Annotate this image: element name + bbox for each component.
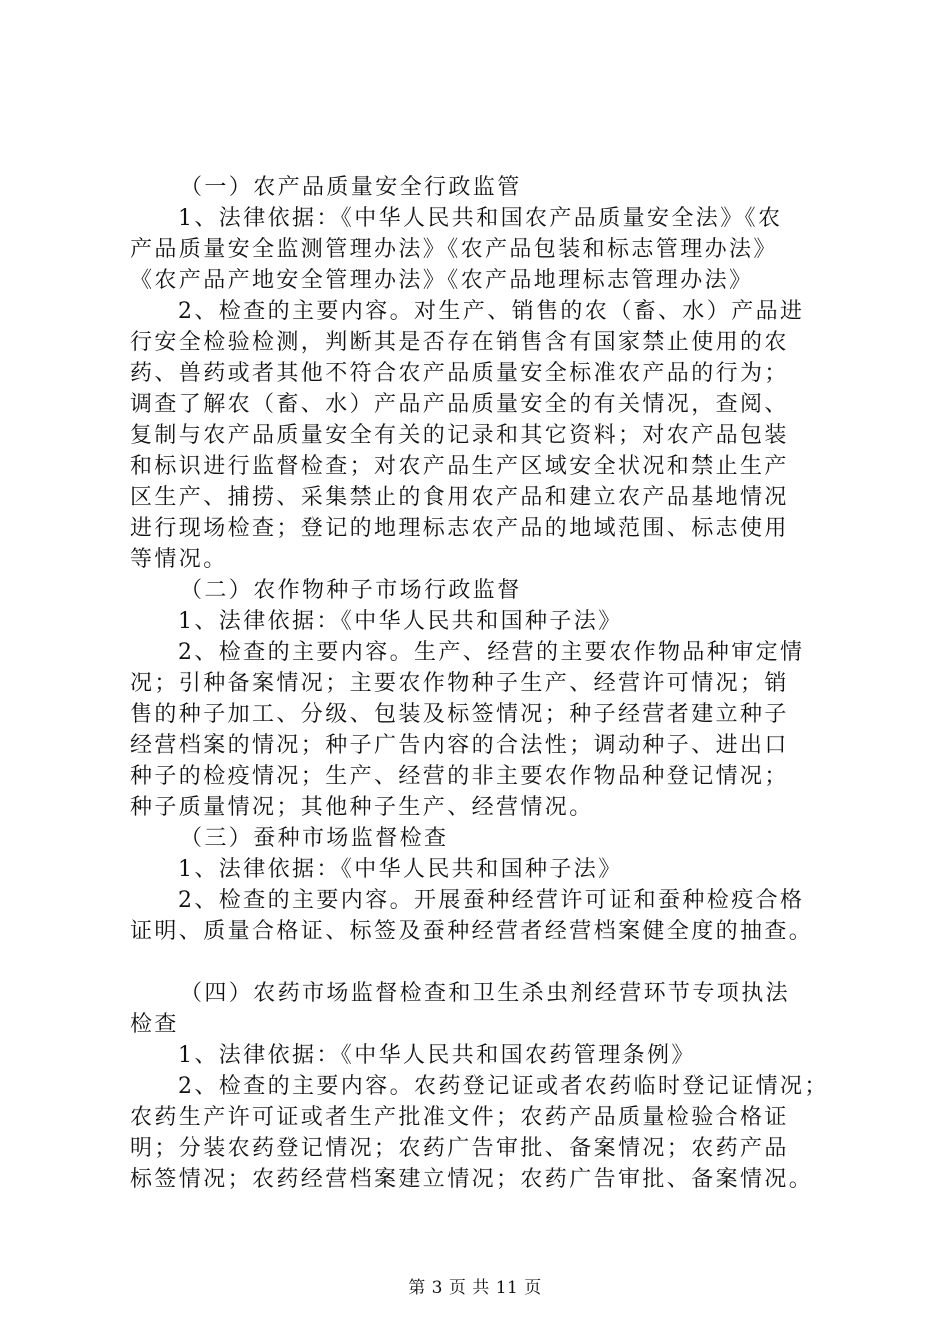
section1-content-line-1: 2、检查的主要内容。对生产、销售的农（畜、水）产品进 [178, 299, 805, 324]
section1-content-line-3: 药、兽药或者其他不符合农产品质量安全标准农产品的行为； [130, 361, 789, 386]
section4-content-line-1: 2、检查的主要内容。农药登记证或者农药临时登记证情况； [178, 1074, 829, 1099]
section2-basis-line-1: 1、法律依据：《中华人民共和国种子法》 [178, 609, 623, 634]
page-number-footer: 第 3 页 共 11 页 [408, 1278, 542, 1298]
section3-content-line-1: 2、检查的主要内容。开展蚕种经营许可证和蚕种检疫合格 [178, 888, 805, 913]
section1-content-line-9: 等情况。 [130, 547, 228, 572]
section-heading-4-continued: 检查 [130, 1012, 179, 1037]
section4-content-line-4: 标签情况；农药经营档案建立情况；农药广告审批、备案情况。 [130, 1167, 814, 1192]
section1-basis-line-3: 《农产品产地安全管理办法》《农产品地理标志管理办法》 [130, 268, 754, 293]
section2-content-line-2: 况；引种备案情况；主要农作物种子生产、经营许可情况；销 [130, 671, 789, 696]
section1-basis-line-1: 1、法律依据：《中华人民共和国农产品质量安全法》《农 [178, 206, 783, 231]
section1-content-line-4: 调查了解农（畜、水）产品产品质量安全的有关情况，查阅、 [130, 392, 789, 417]
section3-basis-line-1: 1、法律依据：《中华人民共和国种子法》 [178, 857, 623, 882]
document-body [130, 172, 850, 1195]
section1-content-line-7: 区生产、捕捞、采集禁止的食用农产品和建立农产品基地情况 [130, 485, 789, 510]
section2-content-line-1: 2、检查的主要内容。生产、经营的主要农作物品种审定情 [178, 640, 805, 665]
section2-content-line-3: 售的种子加工、分级、包装及标签情况；种子经营者建立种子 [130, 702, 789, 727]
section3-content-line-2: 证明、质量合格证、标签及蚕种经营者经营档案健全度的抽查。 [130, 919, 814, 944]
section1-content-line-5: 复制与农产品质量安全有关的记录和其它资料；对农产品包装 [130, 423, 789, 448]
section4-basis-line-1: 1、法律依据：《中华人民共和国农药管理条例》 [178, 1043, 696, 1068]
section-heading-3: （三）蚕种市场监督检查 [180, 826, 449, 851]
section2-content-line-5: 种子的检疫情况；生产、经营的非主要农作物品种登记情况； [130, 764, 789, 789]
section1-content-line-2: 行安全检验检测，判断其是否存在销售含有国家禁止使用的农 [130, 330, 789, 355]
section1-basis-line-2: 产品质量安全监测管理办法》《农产品包装和标志管理办法》 [130, 237, 778, 262]
section1-content-line-8: 进行现场检查；登记的地理标志农产品的地域范围、标志使用 [130, 516, 789, 541]
section2-content-line-4: 经营档案的情况；种子广告内容的合法性；调动种子、进出口 [130, 733, 789, 758]
section2-content-line-6: 种子质量情况；其他种子生产、经营情况。 [130, 795, 594, 820]
section-heading-4: （四）农药市场监督检查和卫生杀虫剂经营环节专项执法 [180, 981, 791, 1006]
section-heading-1: （一）农产品质量安全行政监管 [180, 175, 522, 200]
section4-content-line-2: 农药生产许可证或者生产批准文件；农药产品质量检验合格证 [130, 1105, 789, 1130]
section1-content-line-6: 和标识进行监督检查；对农产品生产区域安全状况和禁止生产 [130, 454, 789, 479]
paragraph-spacer [130, 947, 850, 978]
section4-content-line-3: 明；分装农药登记情况；农药广告审批、备案情况；农药产品 [130, 1136, 789, 1161]
section-heading-2: （二）农作物种子市场行政监督 [180, 578, 522, 603]
